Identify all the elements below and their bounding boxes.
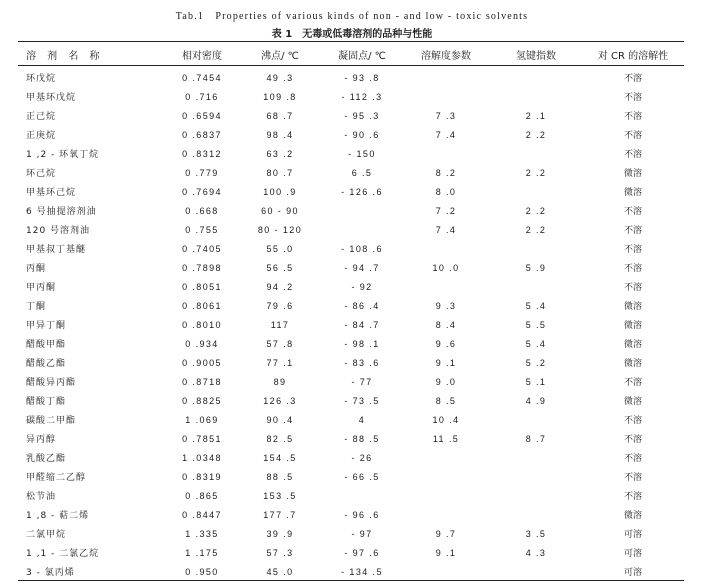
cell-boiling-point: 80 - 120 (257, 224, 303, 235)
table-row (18, 524, 684, 543)
cell-relative-density: 0 .8447 (182, 509, 222, 520)
cell-solvent-name: 甲异丁酮 (26, 321, 67, 331)
cell-solubility-parameter: 10 .0 (432, 262, 460, 273)
cell-boiling-point: 98 .4 (266, 129, 294, 140)
cell-solubility-parameter: 8 .2 (435, 167, 457, 178)
cell-solvent-name: 甲醛缩二乙醇 (26, 473, 87, 483)
cell-boiling-point: 39 .9 (266, 528, 294, 539)
cell-cr-solubility: 不溶 (623, 226, 642, 236)
cell-solvent-name: 环己烷 (26, 169, 57, 179)
cell-solvent-name: 碳酸二甲酯 (26, 416, 77, 426)
table-row (18, 429, 684, 448)
cell-solubility-parameter: 7 .3 (435, 110, 457, 121)
cell-cr-solubility: 微溶 (623, 302, 642, 312)
table-row (18, 334, 684, 353)
cell-freezing-point: - 95 .3 (344, 110, 380, 121)
cell-solubility-parameter: 7 .4 (435, 224, 457, 235)
cell-solubility-parameter: 8 .4 (435, 319, 457, 330)
cell-cr-solubility: 不溶 (623, 74, 642, 84)
cell-solvent-name: 3 - 氯丙烯 (26, 568, 75, 578)
cell-boiling-point: 177 .7 (263, 509, 297, 520)
cell-solvent-name: 1 ,8 - 萜二烯 (26, 511, 90, 521)
cell-solvent-name: 1 ,2 - 环氧丁烷 (26, 150, 100, 160)
cell-hydrogen-bond-index (490, 144, 582, 163)
table-row (18, 182, 684, 201)
cell-cr-solubility: 微溶 (623, 397, 642, 407)
cell-boiling-point: 57 .3 (266, 547, 294, 558)
cell-boiling-point: 109 .8 (263, 91, 297, 102)
cell-freezing-point (322, 201, 402, 220)
cell-solubility-parameter: 9 .3 (435, 300, 457, 311)
cell-relative-density: 0 .934 (185, 338, 219, 349)
column-header-solubility-parameter: 溶解度参数 (421, 50, 471, 62)
cell-relative-density: 0 .6837 (182, 129, 222, 140)
cell-cr-solubility: 微溶 (623, 359, 642, 369)
cell-cr-solubility: 微溶 (623, 321, 642, 331)
cell-solubility-parameter (402, 144, 490, 163)
cell-hydrogen-bond-index (490, 182, 582, 201)
cell-solvent-name: 醋酸异丙酯 (26, 378, 77, 388)
table-row (18, 353, 684, 372)
cell-relative-density: 0 .8718 (182, 376, 222, 387)
cell-cr-solubility: 不溶 (623, 264, 642, 274)
cell-solubility-parameter: 7 .2 (435, 205, 457, 216)
cell-solubility-parameter: 7 .4 (435, 129, 457, 140)
cell-freezing-point: - 93 .8 (344, 72, 380, 83)
cell-solvent-name: 甲丙酮 (26, 283, 57, 293)
cell-cr-solubility: 微溶 (623, 511, 642, 521)
cell-relative-density: 0 .7851 (182, 433, 222, 444)
cell-solubility-parameter: 9 .6 (435, 338, 457, 349)
cell-solubility-parameter: 8 .5 (435, 395, 457, 406)
cell-freezing-point: 4 (358, 414, 366, 425)
table-row (18, 296, 684, 315)
cell-boiling-point: 57 .8 (266, 338, 294, 349)
cell-solubility-parameter: 10 .4 (432, 414, 460, 425)
table-row (18, 315, 684, 334)
column-header-freezing-point: 凝固点/ ℃ (338, 50, 386, 62)
cell-cr-solubility: 不溶 (623, 93, 642, 103)
column-header-hydrogen-bond-index: 氢键指数 (516, 50, 556, 62)
cell-freezing-point: - 97 .6 (344, 547, 380, 558)
cell-cr-solubility: 不溶 (623, 454, 642, 464)
cell-hydrogen-bond-index: 5 .4 (525, 300, 547, 311)
cell-solvent-name: 乳酸乙酯 (26, 454, 67, 464)
table-body (18, 65, 684, 581)
table-row (18, 277, 684, 296)
cell-solvent-name: 醋酸丁酯 (26, 397, 67, 407)
table-row (18, 391, 684, 410)
cell-solubility-parameter (402, 467, 490, 486)
cell-relative-density: 0 .7694 (182, 186, 222, 197)
table-caption-chinese: 表 1 无毒或低毒溶剂的品种与性能 (271, 29, 433, 40)
cell-boiling-point: 88 .5 (266, 471, 294, 482)
cell-solvent-name: 醋酸甲酯 (26, 340, 67, 350)
table-row (18, 410, 684, 429)
cell-solubility-parameter (402, 562, 490, 581)
cell-cr-solubility: 不溶 (623, 416, 642, 426)
cell-freezing-point: - 97 (351, 528, 373, 539)
cell-boiling-point: 68 .7 (266, 110, 294, 121)
cell-hydrogen-bond-index: 8 .7 (525, 433, 547, 444)
cell-relative-density: 1 .175 (185, 547, 219, 558)
cell-relative-density: 0 .716 (185, 91, 219, 102)
cell-hydrogen-bond-index (490, 65, 582, 87)
cell-cr-solubility: 不溶 (623, 112, 642, 122)
cell-solvent-name: 120 号溶剂油 (26, 226, 91, 236)
cell-freezing-point: - 98 .1 (344, 338, 380, 349)
cell-cr-solubility: 微溶 (623, 169, 642, 179)
cell-solvent-name: 环戊烷 (26, 74, 57, 84)
cell-cr-solubility: 不溶 (623, 473, 642, 483)
cell-relative-density: 1 .0348 (182, 452, 222, 463)
cell-hydrogen-bond-index: 2 .1 (525, 110, 547, 121)
cell-solvent-name: 松节油 (26, 492, 57, 502)
cell-relative-density: 0 .865 (185, 490, 219, 501)
cell-boiling-point: 79 .6 (266, 300, 294, 311)
cell-hydrogen-bond-index: 5 .2 (525, 357, 547, 368)
cell-hydrogen-bond-index (490, 505, 582, 524)
cell-boiling-point: 80 .7 (266, 167, 294, 178)
cell-cr-solubility: 微溶 (623, 188, 642, 198)
cell-solvent-name: 6 号抽提溶剂油 (26, 207, 97, 217)
column-header-cr-solubility: 对 CR 的溶解性 (597, 50, 669, 62)
column-header-boiling-point: 沸点/ ℃ (261, 50, 299, 62)
cell-hydrogen-bond-index: 2 .2 (525, 205, 547, 216)
cell-freezing-point (322, 220, 402, 239)
table-row (18, 258, 684, 277)
table-row (18, 201, 684, 220)
cell-boiling-point: 89 (273, 376, 287, 387)
table-row (18, 163, 684, 182)
cell-solubility-parameter (402, 448, 490, 467)
cell-freezing-point: - 83 .6 (344, 357, 380, 368)
table-row (18, 239, 684, 258)
table-row (18, 467, 684, 486)
cell-solubility-parameter: 11 .5 (432, 433, 460, 444)
cell-boiling-point: 56 .5 (266, 262, 294, 273)
cell-solubility-parameter (402, 239, 490, 258)
cell-cr-solubility: 不溶 (623, 435, 642, 445)
cell-hydrogen-bond-index: 5 .4 (525, 338, 547, 349)
cell-boiling-point: 63 .2 (266, 148, 294, 159)
cell-cr-solubility: 可溶 (623, 549, 642, 559)
table-row (18, 448, 684, 467)
cell-freezing-point: - 88 .5 (344, 433, 380, 444)
cell-solubility-parameter (402, 486, 490, 505)
cell-relative-density: 0 .6594 (182, 110, 222, 121)
cell-relative-density: 0 .7898 (182, 262, 222, 273)
cell-relative-density: 0 .8825 (182, 395, 222, 406)
cell-cr-solubility: 不溶 (623, 378, 642, 388)
cell-relative-density: 0 .7405 (182, 243, 222, 254)
cell-hydrogen-bond-index (490, 277, 582, 296)
cell-relative-density: 0 .779 (185, 167, 219, 178)
cell-boiling-point: 154 .5 (263, 452, 297, 463)
cell-freezing-point: - 96 .6 (344, 509, 380, 520)
cell-relative-density: 0 .8010 (182, 319, 222, 330)
cell-boiling-point: 94 .2 (266, 281, 294, 292)
cell-freezing-point: - 26 (351, 452, 373, 463)
cell-solubility-parameter (402, 87, 490, 106)
cell-hydrogen-bond-index: 2 .2 (525, 129, 547, 140)
cell-cr-solubility: 微溶 (623, 340, 642, 350)
cell-boiling-point: 153 .5 (263, 490, 297, 501)
cell-solubility-parameter: 9 .0 (435, 376, 457, 387)
cell-solvent-name: 二氯甲烷 (26, 530, 67, 540)
cell-freezing-point: 6 .5 (351, 167, 373, 178)
cell-freezing-point: - 84 .7 (344, 319, 380, 330)
cell-freezing-point: - 92 (351, 281, 373, 292)
cell-boiling-point: 126 .3 (263, 395, 297, 406)
cell-solvent-name: 正己烷 (26, 112, 57, 122)
cell-solvent-name: 丙酮 (26, 264, 47, 274)
cell-solvent-name: 正庚烷 (26, 131, 57, 141)
cell-freezing-point: - 77 (351, 376, 373, 387)
cell-boiling-point: 77 .1 (266, 357, 294, 368)
cell-solvent-name: 异丙醇 (26, 435, 57, 445)
cell-freezing-point: - 73 .5 (344, 395, 380, 406)
cell-relative-density: 0 .950 (185, 566, 219, 577)
table-row (18, 486, 684, 505)
cell-cr-solubility: 不溶 (623, 283, 642, 293)
cell-relative-density: 1 .069 (185, 414, 219, 425)
cell-cr-solubility: 不溶 (623, 207, 642, 217)
cell-boiling-point: 117 (270, 319, 290, 330)
table-row (18, 562, 684, 581)
cell-solubility-parameter (402, 65, 490, 87)
cell-relative-density: 0 .668 (185, 205, 219, 216)
column-header-solvent-name: 溶 剂 名 称 (26, 50, 104, 62)
cell-relative-density: 0 .8051 (182, 281, 222, 292)
cell-relative-density: 1 .335 (185, 528, 219, 539)
cell-relative-density: 0 .7454 (182, 72, 222, 83)
cell-hydrogen-bond-index: 3 .5 (525, 528, 547, 539)
cell-solubility-parameter: 9 .1 (435, 357, 457, 368)
cell-freezing-point: - 126 .6 (341, 186, 383, 197)
cell-solubility-parameter: 9 .7 (435, 528, 457, 539)
cell-hydrogen-bond-index: 5 .1 (525, 376, 547, 387)
table-row (18, 372, 684, 391)
cell-cr-solubility: 不溶 (623, 131, 642, 141)
cell-relative-density: 0 .8319 (182, 471, 222, 482)
cell-hydrogen-bond-index: 2 .2 (525, 167, 547, 178)
cell-hydrogen-bond-index: 4 .3 (525, 547, 547, 558)
cell-hydrogen-bond-index: 5 .9 (525, 262, 547, 273)
cell-hydrogen-bond-index (490, 410, 582, 429)
table-row (18, 505, 684, 524)
cell-boiling-point: 60 - 90 (261, 205, 299, 216)
table-row (18, 125, 684, 144)
cell-relative-density: 0 .755 (185, 224, 219, 235)
solvent-properties-table (18, 43, 684, 581)
table-row (18, 65, 684, 87)
cell-solvent-name: 丁酮 (26, 302, 47, 312)
cell-solvent-name: 甲基环己烷 (26, 188, 77, 198)
cell-freezing-point: - 134 .5 (341, 566, 383, 577)
cell-solubility-parameter: 8 .0 (435, 186, 457, 197)
cell-solubility-parameter: 9 .1 (435, 547, 457, 558)
table-top-rule (18, 41, 684, 42)
cell-hydrogen-bond-index: 5 .5 (525, 319, 547, 330)
cell-solvent-name: 甲基叔丁基醚 (26, 245, 87, 255)
cell-solvent-name: 醋酸乙酯 (26, 359, 67, 369)
cell-relative-density: 0 .8061 (182, 300, 222, 311)
cell-boiling-point: 55 .0 (266, 243, 294, 254)
cell-hydrogen-bond-index (490, 486, 582, 505)
table-row (18, 543, 684, 562)
cell-hydrogen-bond-index (490, 562, 582, 581)
cell-freezing-point: - 94 .7 (344, 262, 380, 273)
cell-boiling-point: 49 .3 (266, 72, 294, 83)
table-row (18, 220, 684, 239)
table-caption-english: Tab.1 Properties of various kinds of non - and low - toxic solvents (175, 11, 529, 22)
cell-relative-density: 0 .9005 (182, 357, 222, 368)
cell-cr-solubility: 不溶 (623, 492, 642, 502)
cell-freezing-point (322, 486, 402, 505)
cell-hydrogen-bond-index (490, 87, 582, 106)
cell-freezing-point: - 108 .6 (341, 243, 383, 254)
cell-cr-solubility: 不溶 (623, 245, 642, 255)
cell-freezing-point: - 86 .4 (344, 300, 380, 311)
table-row (18, 106, 684, 125)
column-header-relative-density: 相对密度 (182, 50, 222, 62)
cell-freezing-point: - 66 .5 (344, 471, 380, 482)
cell-freezing-point: - 150 (348, 148, 376, 159)
cell-boiling-point: 82 .5 (266, 433, 294, 444)
cell-cr-solubility: 可溶 (623, 568, 642, 578)
cell-boiling-point: 100 .9 (263, 186, 297, 197)
cell-hydrogen-bond-index: 4 .9 (525, 395, 547, 406)
cell-cr-solubility: 不溶 (623, 150, 642, 160)
table-header-row (18, 43, 684, 65)
table-row (18, 144, 684, 163)
cell-solubility-parameter (402, 277, 490, 296)
cell-solvent-name: 1 ,1 - 二氯乙烷 (26, 549, 100, 559)
cell-solvent-name: 甲基环戊烷 (26, 93, 77, 103)
cell-hydrogen-bond-index (490, 467, 582, 486)
cell-boiling-point: 90 .4 (266, 414, 294, 425)
cell-hydrogen-bond-index: 2 .2 (525, 224, 547, 235)
cell-solubility-parameter (402, 505, 490, 524)
table-row (18, 87, 684, 106)
cell-boiling-point: 45 .0 (266, 566, 294, 577)
cell-hydrogen-bond-index (490, 239, 582, 258)
cell-freezing-point: - 112 .3 (341, 91, 383, 102)
cell-hydrogen-bond-index (490, 448, 582, 467)
cell-relative-density: 0 .8312 (182, 148, 222, 159)
cell-cr-solubility: 可溶 (623, 530, 642, 540)
cell-freezing-point: - 90 .6 (344, 129, 380, 140)
